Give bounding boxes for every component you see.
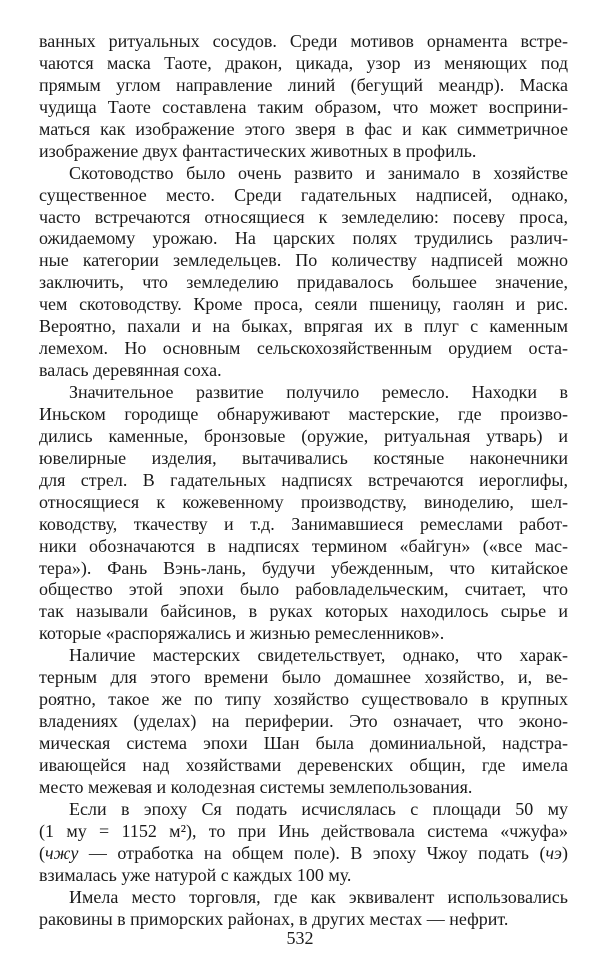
text-line: Вероятно, пахали и на быках, впрягая их в плуг с каменным xyxy=(39,316,568,337)
text-line: валась деревянная соха. xyxy=(39,360,222,381)
text-line: лемехом. Но основным сельскохозяйственным орудием оста- xyxy=(39,338,568,359)
text-line: Наличие мастерских свидетельствует, однако, что харак- xyxy=(69,645,568,666)
text-line: (1 му = 1152 м²), то при Инь действовала система «чжуфа» xyxy=(39,820,568,841)
text-line xyxy=(39,843,568,865)
text-line: Иньском городище обнаруживают мастерские, где произво- xyxy=(39,403,568,424)
paragraph xyxy=(39,163,568,382)
text-line: дились каменные, бронзовые (оружие, ритуальная утварь) и xyxy=(39,425,568,446)
text-line: чаются маска Таоте, дракон, цикада, узор из меняющих под xyxy=(39,52,568,73)
text-line: заключить, что земледелию придавалось большее значение, xyxy=(39,272,568,293)
text-line: чем скотоводству. Кроме проса, сеяли пшеницу, гаолян и рис. xyxy=(39,294,568,315)
text-line: часто встречаются относящиеся к земледелию: посеву проса, xyxy=(39,206,568,227)
text-segment: — отработка на общем поле). В эпоху Чжоу подать ( xyxy=(78,842,546,863)
text-line: взималась уже натурой с каждых 100 му. xyxy=(39,864,352,885)
text-line: относящиеся к кожевенному производству, виноделию, шел- xyxy=(39,491,568,512)
text-line: место межевая и колодезная системы землепользования. xyxy=(39,776,473,797)
text-line: маться как изображение этого зверя в фас и как симметричное xyxy=(39,118,568,139)
text-line: которые «распоряжались и жизнью ремесленников». xyxy=(39,623,445,644)
text-line: Скотоводство было очень развито и занимало в хозяйстве xyxy=(69,162,568,183)
text-line: терным для этого времени было домашнее хозяйство, и, ве- xyxy=(39,667,568,688)
text-line: раковины в приморских районах, в других местах — нефрит. xyxy=(39,908,509,929)
text-line: изображение двух фантастических животных в профиль. xyxy=(39,140,477,161)
text-line: ювелирные изделия, вытачивались костяные наконечники xyxy=(39,447,568,468)
body-text xyxy=(39,31,568,930)
paragraph xyxy=(39,645,568,799)
text-line: ники обозначаются в надписях термином «байгун» («все мас- xyxy=(39,535,568,556)
text-line: тера»). Фань Вэнь-лань, будучи убежденным, что китайское xyxy=(39,557,568,578)
italic-term: чжу xyxy=(45,842,79,863)
paragraph xyxy=(39,799,568,887)
text-line: общество этой эпохи было рабовладельческим, считает, что xyxy=(39,579,568,600)
italic-term: чэ xyxy=(545,842,562,863)
text-line: Имела место торговля, где как эквивалент использовались xyxy=(69,886,568,907)
text-line: ванных ритуальных сосудов. Среди мотивов орнамента встре- xyxy=(39,31,568,51)
text-line: Значительное развитие получило ремесло. Находки в xyxy=(69,382,568,402)
text-line: чудища Таоте составлена таким образом, что может восприни- xyxy=(39,96,568,117)
page-number: 532 xyxy=(286,928,314,948)
text-line: прямым углом направление линий (бегущий меандр). Маска xyxy=(39,74,568,95)
text-line: ожидаемому урожаю. На царских полях трудились различ- xyxy=(39,228,568,249)
paragraph xyxy=(39,887,568,931)
paragraph xyxy=(39,31,568,163)
text-line: так называли байсинов, в руках которых находилось сырье и xyxy=(39,601,568,622)
text-segment: ( xyxy=(39,842,45,863)
text-line: ные категории земледельцев. По количеству надписей можно xyxy=(39,250,568,271)
text-line: для стрел. В гадательных надписях встречаются иероглифы, xyxy=(39,469,568,490)
text-segment: ) xyxy=(562,842,568,863)
text-line: ководству, ткачеству и т.д. Занимавшиеся ремеслами работ- xyxy=(39,513,568,534)
text-line: существенное место. Среди гадательных надписей, однако, xyxy=(39,184,568,205)
paragraph xyxy=(39,382,568,645)
text-line: мическая система эпохи Шан была доминиальной, надстра- xyxy=(39,733,568,753)
text-line: Если в эпоху Ся подать исчислялась с площади 50 му xyxy=(69,798,568,819)
text-line: ивающейся над хозяйствами деревенских общин, где имела xyxy=(39,754,568,775)
text-line: роятно, такое же по типу хозяйство существовало в крупных xyxy=(39,689,568,710)
text-line: владениях (уделах) на периферии. Это означает, что эконо- xyxy=(39,711,568,732)
